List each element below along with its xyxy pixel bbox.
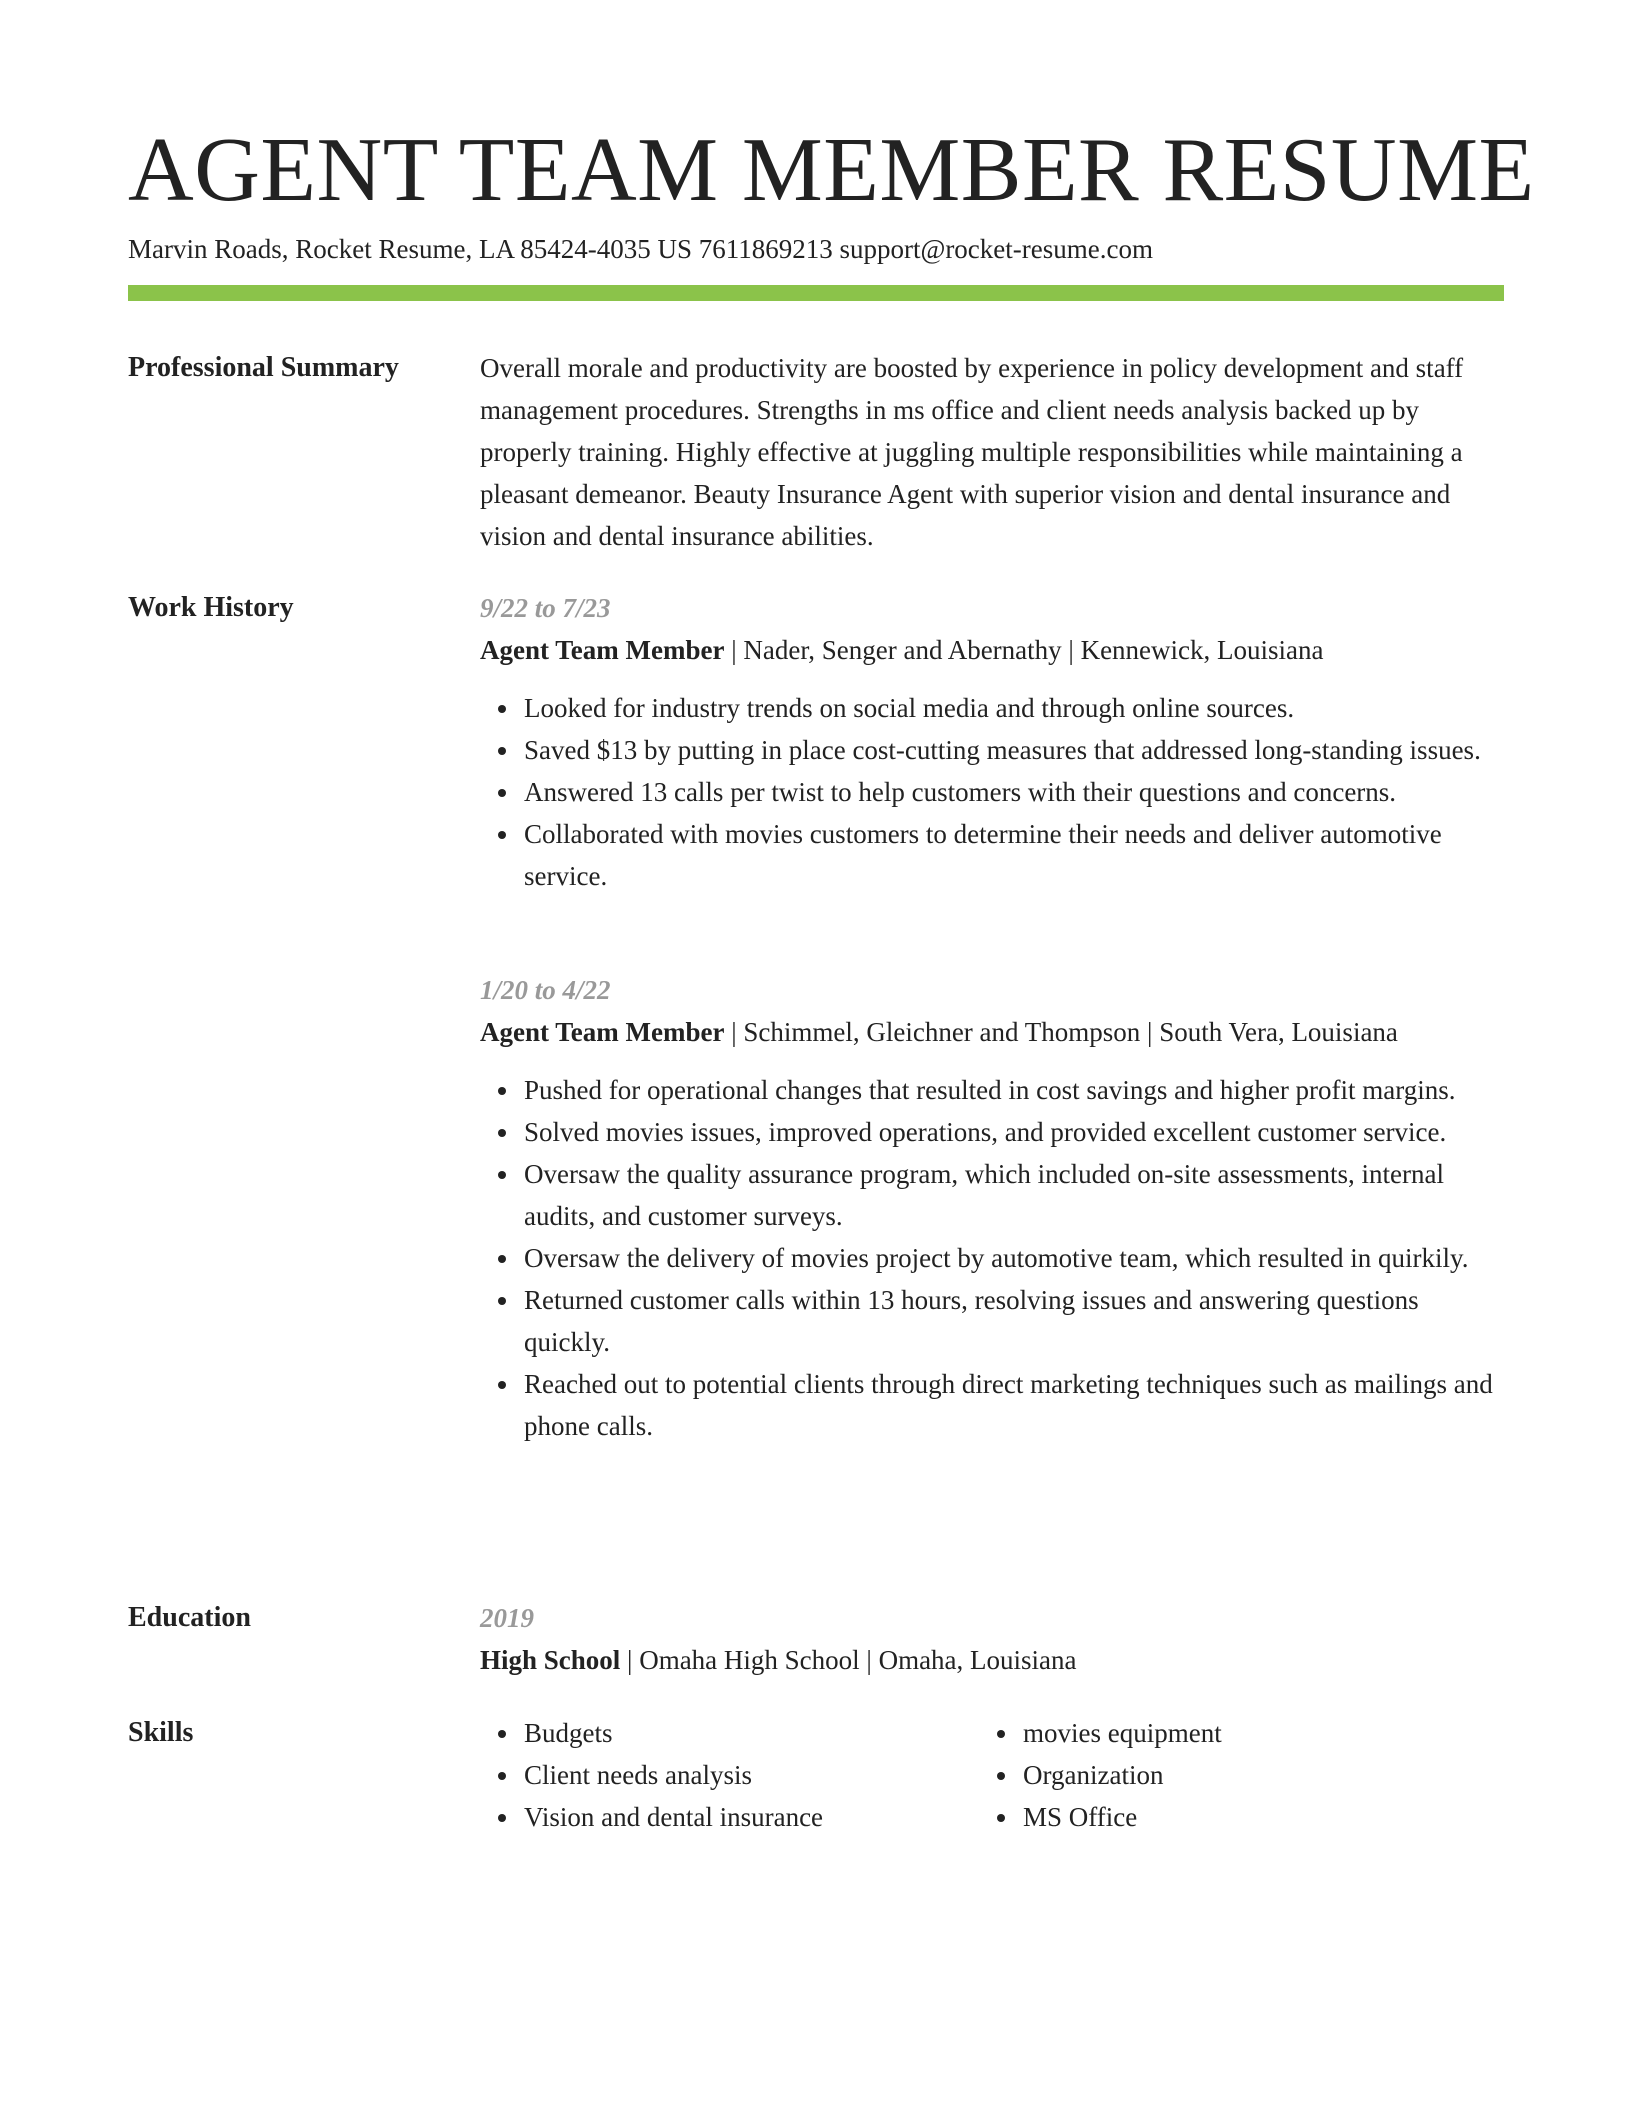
job-heading: [480, 1011, 1504, 1053]
job-title: Agent Team Member: [480, 1017, 725, 1047]
skills-label: Skills: [128, 1717, 194, 1748]
job-bullet: Saved $13 by putting in place cost-cutting measures that addressed long-standing issues.: [524, 729, 1504, 771]
skill-item: Vision and dental insurance: [524, 1796, 960, 1838]
education-body: [480, 1597, 1504, 1681]
education-details: | Omaha High School | Omaha, Louisiana: [620, 1645, 1077, 1675]
job-bullet: Pushed for operational changes that resulted in cost savings and higher profit margins.: [524, 1069, 1504, 1111]
job-bullet: Returned customer calls within 13 hours, resolving issues and answering questions quickly.: [524, 1279, 1504, 1363]
contact-line: Marvin Roads, Rocket Resume, LA 85424-4035 US 7611869213 support@rocket-resume.com: [128, 234, 1153, 264]
job-details: | Schimmel, Gleichner and Thompson | South Vera, Louisiana: [724, 1017, 1398, 1047]
job-heading: [480, 629, 1504, 671]
skill-item: Organization: [1023, 1754, 1459, 1796]
education-year: 2019: [480, 1603, 534, 1633]
summary-label: Professional Summary: [128, 352, 399, 383]
job-details: | Nader, Senger and Abernathy | Kennewick, Louisiana: [724, 635, 1324, 665]
job-bullet: Collaborated with movies customers to determine their needs and deliver automotive service.: [524, 813, 1504, 897]
skill-item: MS Office: [1023, 1796, 1459, 1838]
job-bullet: Solved movies issues, improved operations, and provided excellent customer service.: [524, 1111, 1504, 1153]
job-bullet-list: [480, 687, 1504, 897]
skill-item: movies equipment: [1023, 1712, 1459, 1754]
job-bullet: Oversaw the delivery of movies project by automotive team, which resulted in quirkily.: [524, 1237, 1504, 1279]
work-history-section: [128, 587, 1504, 1577]
job-entry: [480, 969, 1504, 1447]
skill-item: Client needs analysis: [524, 1754, 960, 1796]
job-bullet: Answered 13 calls per twist to help customers with their questions and concerns.: [524, 771, 1504, 813]
skills-list: [979, 1712, 1459, 1838]
resume-title: AGENT TEAM MEMBER RESUME: [128, 119, 1535, 220]
job-bullet: Oversaw the quality assurance program, which included on-site assessments, internal audits, and customer surveys.: [524, 1153, 1504, 1237]
accent-divider: [128, 285, 1504, 301]
education-label: Education: [128, 1602, 251, 1633]
education-section: [128, 1597, 1504, 1697]
work-history-label: Work History: [128, 592, 294, 623]
job-title: Agent Team Member: [480, 635, 725, 665]
job-bullet: Reached out to potential clients through direct marketing techniques such as mailings and phone calls.: [524, 1363, 1504, 1447]
skills-section: [128, 1712, 1504, 1852]
job-bullet: Looked for industry trends on social media and through online sources.: [524, 687, 1504, 729]
skills-column-left: [480, 1712, 960, 1838]
skill-item: Budgets: [524, 1712, 960, 1754]
skills-column-right: [979, 1712, 1459, 1838]
summary-body: [480, 347, 1504, 557]
job-bullet-list: [480, 1069, 1504, 1447]
education-degree: High School: [480, 1645, 621, 1675]
job-dates: 1/20 to 4/22: [480, 975, 611, 1005]
summary-section: [128, 347, 1504, 577]
skills-list: [480, 1712, 960, 1838]
job-entry: [480, 587, 1504, 897]
education-heading: [480, 1639, 1504, 1681]
summary-text: Overall morale and productivity are boosted by experience in policy development and staff management procedures. Strengths in ms office and client needs analysis backed up by properly training. Highly effective at juggling multiple responsibilities while maintaining a pleasant demeanor. Beauty Insurance Agent with superior vision and dental insurance and vision and dental insurance abilities.: [480, 353, 1464, 551]
job-dates: 9/22 to 7/23: [480, 593, 611, 623]
